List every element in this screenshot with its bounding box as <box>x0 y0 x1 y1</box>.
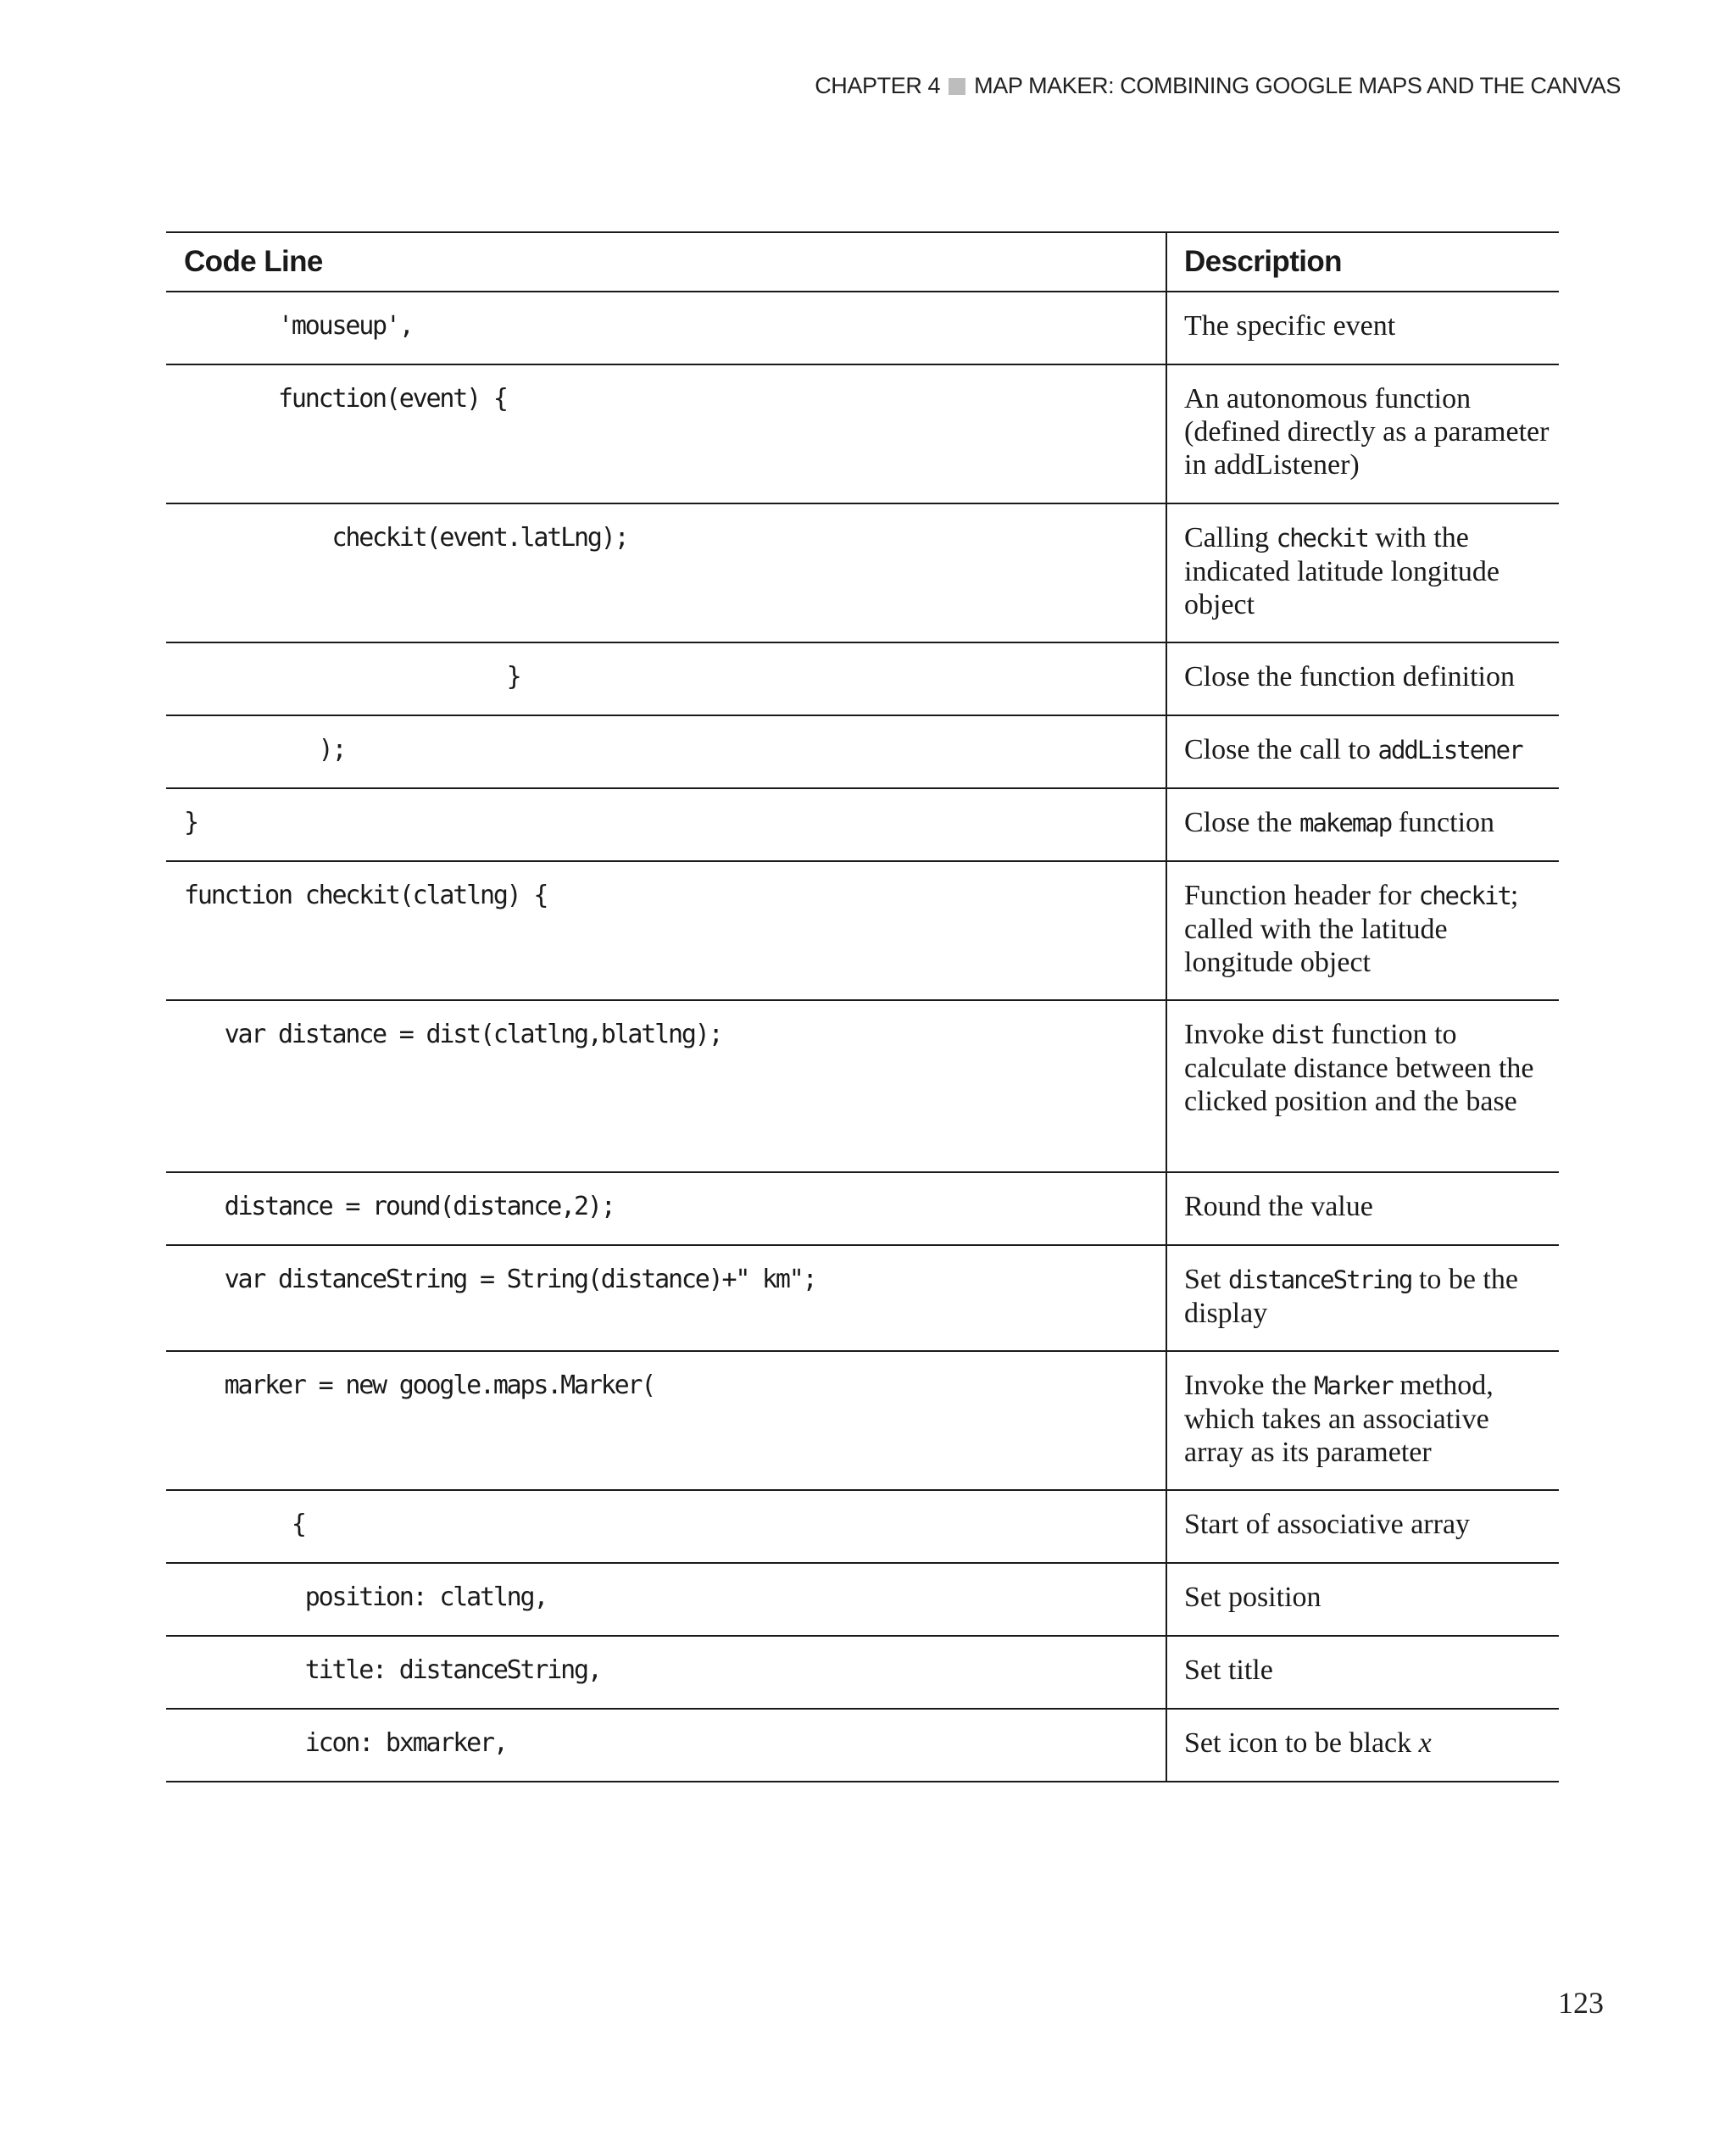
description-fragment: function to calculate distance between the clicked position and the base <box>1184 1019 1534 1117</box>
table-row <box>166 642 1559 715</box>
description-fragment: Close the <box>1184 807 1299 838</box>
description-fragment: Invoke <box>1184 1019 1271 1050</box>
code-line-cell <box>166 1563 1166 1636</box>
table-row <box>166 292 1559 364</box>
code-line-text: icon: bxmarker, <box>184 1728 507 1758</box>
table-row <box>166 503 1559 642</box>
description-cell <box>1166 1172 1559 1245</box>
code-line-cell <box>166 861 1166 1000</box>
code-line-cell <box>166 1636 1166 1709</box>
description-fragment: to be the display <box>1184 1264 1518 1329</box>
description-text <box>1184 716 1559 774</box>
table-row <box>166 861 1559 1000</box>
description-fragment: Set icon to be black <box>1184 1727 1419 1759</box>
table-row <box>166 1709 1559 1782</box>
code-line-text: var distance = dist(clatlng,blatlng); <box>184 1020 722 1049</box>
description-cell <box>1166 1563 1559 1636</box>
description-cell <box>1166 715 1559 788</box>
description-cell <box>1166 1351 1559 1490</box>
description-fragment: Function header for <box>1184 880 1419 911</box>
code-line-cell <box>166 1490 1166 1563</box>
table-row <box>166 1172 1559 1245</box>
code-line-cell <box>166 503 1166 642</box>
code-line-header: Code Line <box>166 232 1166 292</box>
running-header <box>815 73 1621 99</box>
code-line-cell <box>166 642 1166 715</box>
description-header: Description <box>1166 232 1559 292</box>
code-line-cell <box>166 1245 1166 1351</box>
inline-code: distanceString <box>1227 1265 1412 1294</box>
description-cell <box>1166 1709 1559 1782</box>
description-cell <box>1166 364 1559 503</box>
description-fragment: Set title <box>1184 1654 1273 1686</box>
description-fragment: Close the function definition <box>1184 661 1515 692</box>
table-row <box>166 1636 1559 1709</box>
description-cell <box>1166 1245 1559 1351</box>
description-fragment: Set <box>1184 1264 1228 1295</box>
italic-text: x <box>1418 1727 1432 1759</box>
code-description-table <box>166 231 1559 1782</box>
code-line-cell <box>166 788 1166 861</box>
inline-code: checkit <box>1418 881 1511 910</box>
description-cell <box>1166 1490 1559 1563</box>
description-fragment: function <box>1391 807 1495 838</box>
code-line-text: function checkit(clatlng) { <box>184 881 548 910</box>
description-text <box>1184 789 1559 847</box>
inline-code: Marker <box>1313 1371 1393 1400</box>
code-line-cell <box>166 1000 1166 1172</box>
description-text <box>1184 365 1559 488</box>
description-fragment: The specific event <box>1184 310 1396 342</box>
description-text <box>1184 1173 1559 1230</box>
chapter-label: CHAPTER 4 <box>815 73 941 98</box>
table-row <box>166 788 1559 861</box>
table-header-row <box>166 232 1559 292</box>
code-line-text: } <box>184 662 520 692</box>
description-cell <box>1166 1000 1559 1172</box>
description-fragment: method, which takes an associative array as its parameter <box>1184 1370 1494 1468</box>
code-line-text: position: clatlng, <box>184 1582 548 1612</box>
code-line-text: { <box>184 1510 305 1539</box>
inline-code: addListener <box>1377 736 1522 765</box>
description-text <box>1184 1710 1559 1766</box>
description-text <box>1184 1491 1559 1548</box>
description-text <box>1184 1637 1559 1693</box>
description-cell <box>1166 292 1559 364</box>
description-text <box>1184 1352 1559 1476</box>
description-cell <box>1166 503 1559 642</box>
table-row <box>166 1000 1559 1172</box>
description-cell <box>1166 788 1559 861</box>
code-line-text: var distanceString = String(distance)+" km"; <box>184 1265 816 1294</box>
code-line-text: function(event) { <box>184 384 507 414</box>
description-fragment: Calling <box>1184 522 1277 553</box>
description-fragment: An autonomous function (defined directly as a parameter in addListener) <box>1184 383 1550 481</box>
code-line-text: checkit(event.latLng); <box>184 523 628 553</box>
description-fragment: Round the value <box>1184 1191 1373 1222</box>
description-text <box>1184 862 1559 986</box>
description-fragment: Invoke the <box>1184 1370 1314 1401</box>
code-line-cell <box>166 715 1166 788</box>
code-line-cell <box>166 1172 1166 1245</box>
description-text <box>1184 1001 1559 1125</box>
description-cell <box>1166 861 1559 1000</box>
code-line-text: marker = new google.maps.Marker( <box>184 1371 655 1400</box>
description-fragment: Close the call to <box>1184 734 1378 765</box>
table-row <box>166 1351 1559 1490</box>
code-line-cell <box>166 292 1166 364</box>
description-cell <box>1166 642 1559 715</box>
description-text <box>1184 504 1559 628</box>
code-line-text: distance = round(distance,2); <box>184 1192 615 1221</box>
description-fragment: with the indicated latitude longitude object <box>1184 522 1500 620</box>
description-text <box>1184 1246 1559 1337</box>
square-separator-icon <box>949 78 965 95</box>
inline-code: dist <box>1271 1020 1324 1049</box>
code-line-text: } <box>184 808 198 837</box>
inline-code: makemap <box>1299 809 1392 837</box>
description-fragment: Start of associative array <box>1184 1509 1471 1540</box>
description-text <box>1184 643 1559 700</box>
chapter-title: MAP MAKER: COMBINING GOOGLE MAPS AND THE CANVAS <box>974 73 1621 98</box>
code-line-text: 'mouseup', <box>184 311 413 341</box>
code-line-cell <box>166 1351 1166 1490</box>
code-line-text: ); <box>184 735 346 765</box>
code-line-cell <box>166 1709 1166 1782</box>
description-fragment: Set position <box>1184 1582 1321 1613</box>
description-text <box>1184 292 1559 349</box>
table-row <box>166 364 1559 503</box>
table-row <box>166 1490 1559 1563</box>
description-fragment: ; called with the latitude longitude object <box>1184 880 1519 978</box>
table-row <box>166 1245 1559 1351</box>
inline-code: checkit <box>1276 524 1368 553</box>
page-number: 123 <box>1558 1986 1604 2020</box>
code-line-text: title: distanceString, <box>184 1655 601 1685</box>
description-text <box>1184 1564 1559 1621</box>
table-row <box>166 1563 1559 1636</box>
code-line-cell <box>166 364 1166 503</box>
description-cell <box>1166 1636 1559 1709</box>
table-row <box>166 715 1559 788</box>
